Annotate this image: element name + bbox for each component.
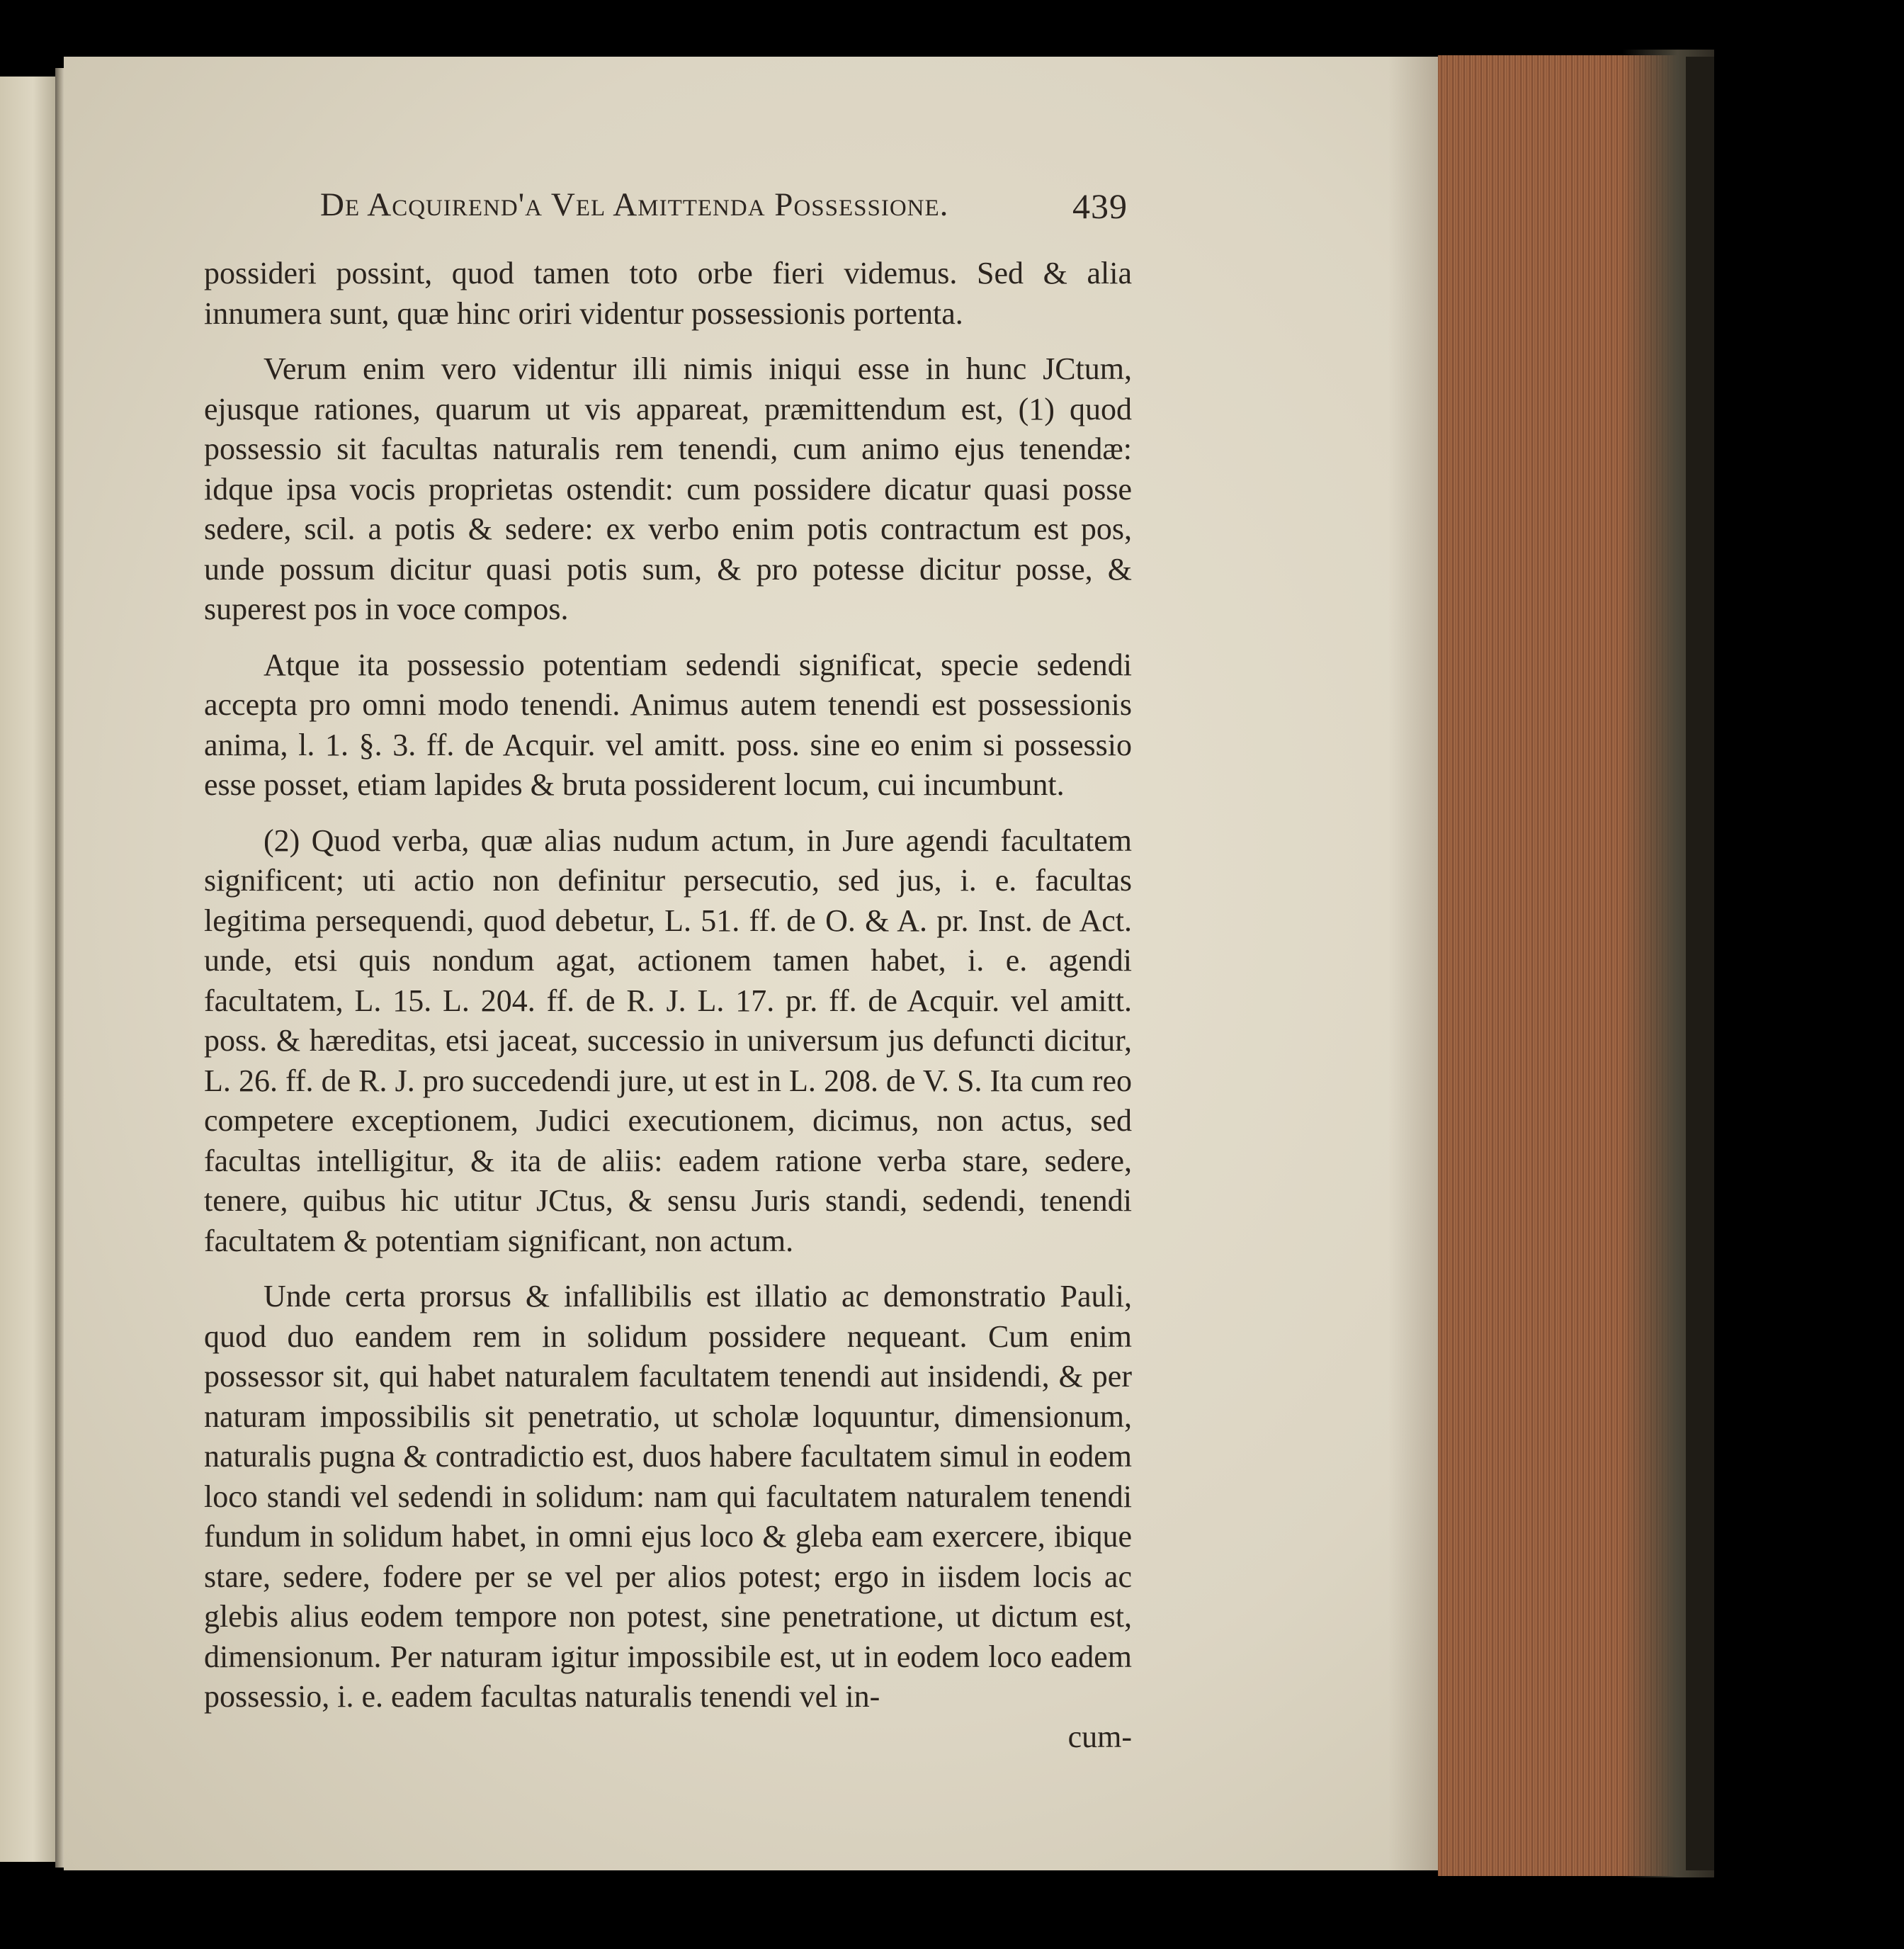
body-text xyxy=(204,254,1132,1757)
page-edge-shadow xyxy=(1388,57,1438,1870)
paragraph: (2) Quod verba, quæ alias nudum actum, in Jure agendi facultatem significent; uti actio non definitur persecutio, sed jus, i. e. facultas legitima persequendi, quod debetur, L. 51. ff. de O. & A. pr. Inst. de Act. unde, etsi quis nondum agat, actionem tamen habet, i. e. agendi facultatem, L. 15. L. 204. ff. de R. J. L. 17. pr. ff. de Acquir. vel amitt. poss. & hæreditas, etsi jaceat, successio in universum jus defuncti dicitur, L. 26. ff. de R. J. pro succedendi jure, ut est in L. 208. de V. S. Ita cum reo competere exceptionem, Judici executionem, dicimus, non actus, sed facultas intelligitur, & ita de aliis: eadem ratione verba stare, sedere, tenere, quibus hic utitur JCtus, & sensu Juris standi, sedendi, tenendi facultatem & potentiam significant, non actum. xyxy=(204,823,1132,1258)
running-header xyxy=(320,186,1128,235)
paragraph: Verum enim vero videntur illi nimis iniqui esse in hunc JCtum, ejusque rationes, quarum ut vis appareat, præmittendum est, (1) quod possessio sit facultas naturalis rem tenendi, cum animo ejus tenendæ: idque ipsa vocis proprietas ostendit: cum possidere dicatur quasi posse sedere, scil. a potis & sedere: ex verbo enim potis contractum est pos, unde possum dicitur quasi potis sum, & pro potesse dicitur posse, & superest pos in voce compos. xyxy=(204,351,1132,626)
book-board xyxy=(1686,57,1714,1870)
catchword: cum- xyxy=(1067,1719,1132,1754)
page-number: 439 xyxy=(1072,186,1128,226)
paragraph: Unde certa prorsus & infallibilis est illatio ac demonstratio Pauli, quod duo eandem rem in solidum possidere nequeant. Cum enim possessor sit, qui habet naturalem facultatem tenendi aut insidendi, & per naturam impossibilis sit penetratio, ut scholæ loquuntur, dimensionum, naturalis pugna & contradictio est, duos habere facultatem simul in eodem loco standi vel sedendi in solidum: nam qui facultatem naturalem tenendi fundum in solidum habet, in omni ejus loco & gleba eam exercere, ibique stare, sedere, fodere per se vel per alios potest; ergo in iisdem locis ac glebis alius eodem tempore non potest, sine penetratione, ut dictum est, dimensionum. Per naturam igitur impossibile est, ut in eodem loco eadem possessio, i. e. eadem facultas naturalis tenendi vel in- xyxy=(204,1279,1132,1714)
paragraph: Atque ita possessio potentiam sedendi significat, specie sedendi accepta pro omni modo tenendi. Animus autem tenendi est possessionis anima, l. 1. §. 3. ff. de Acquir. vel amitt. poss. sine eo enim si possessio esse posset, etiam lapides & bruta possiderent locum, cui incumbunt. xyxy=(204,647,1132,802)
running-title: De Acquirend'a Vel Amittenda Possessione. xyxy=(320,186,949,223)
paragraph-continuation: possideri possint, quod tamen toto orbe fieri videmus. Sed & alia innumera sunt, quæ hinc oriri videntur possessionis portenta. xyxy=(204,256,1132,331)
previous-page-edge xyxy=(0,77,55,1862)
